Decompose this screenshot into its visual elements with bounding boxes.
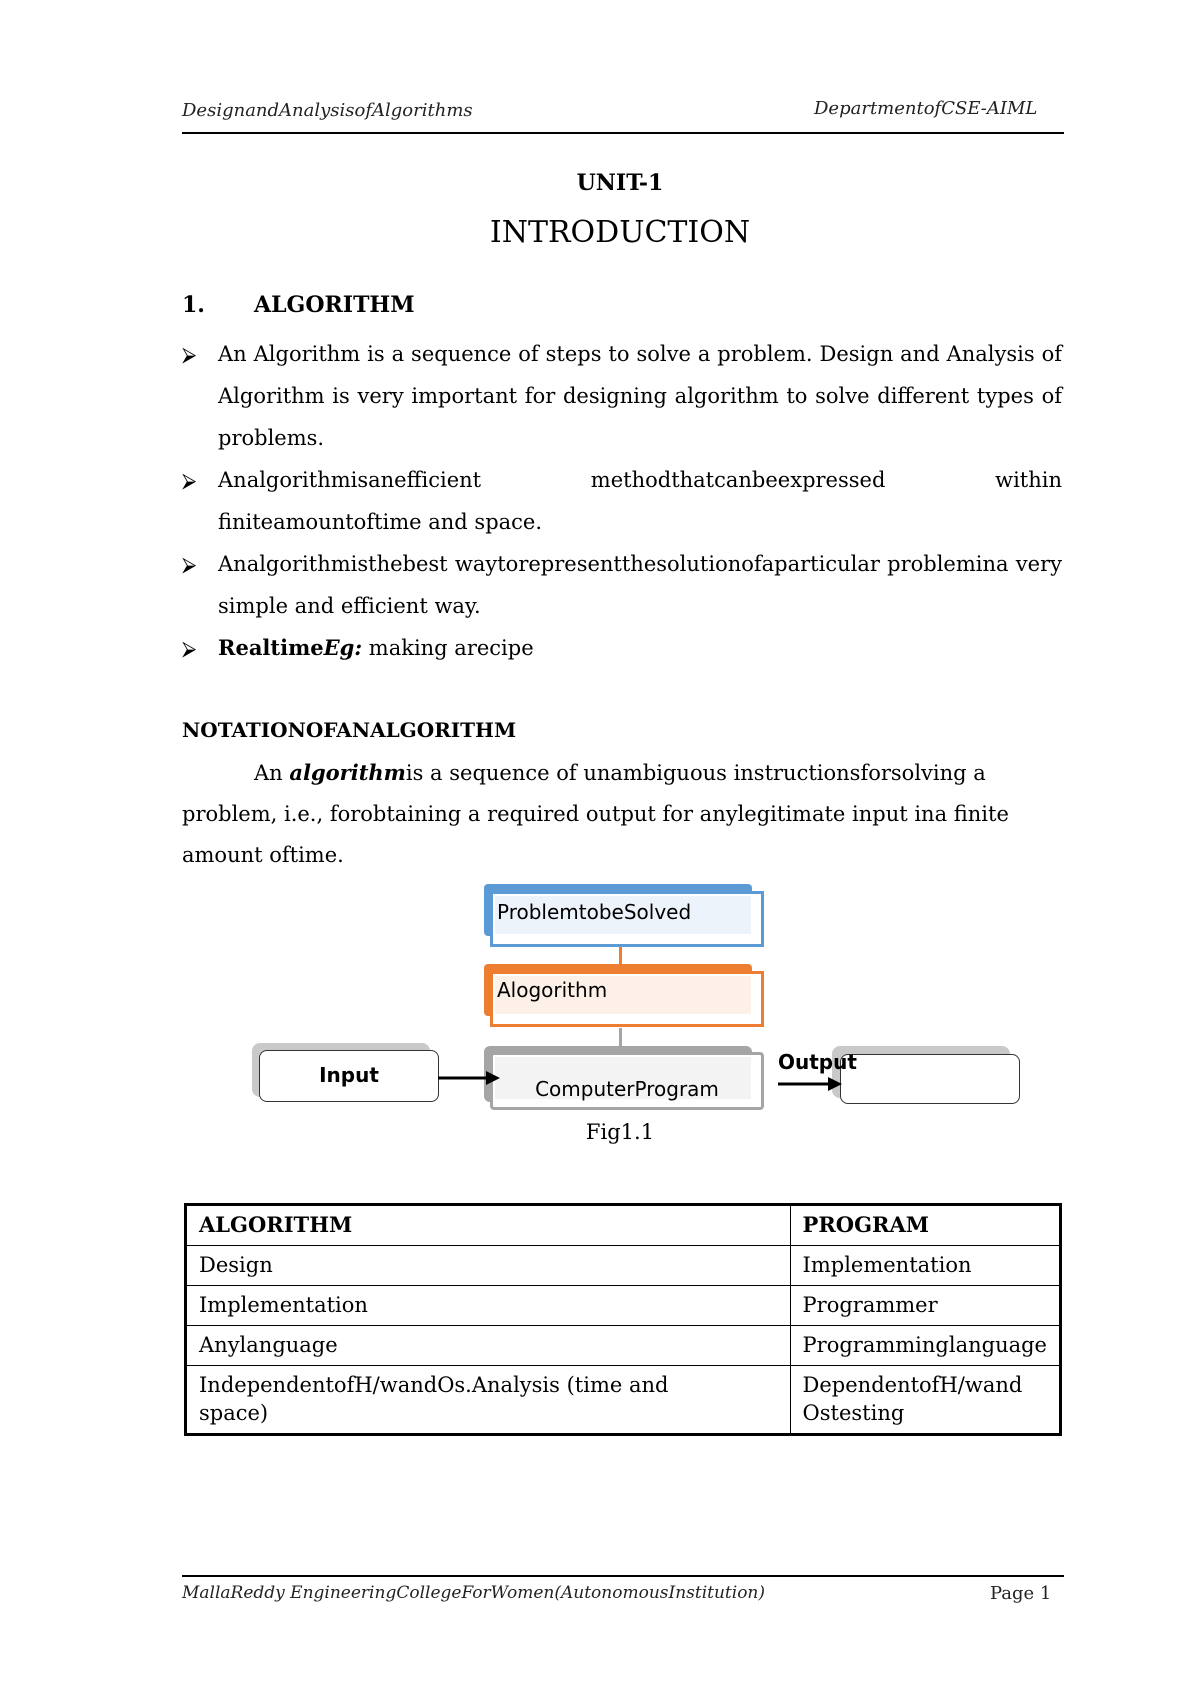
bullet-text: An Algorithm is a sequence of steps to solve a problem. Design and Analysis of Algorithm is very important for designing algorithm to solve different types of problems.	[218, 342, 1062, 450]
table-row	[186, 1326, 1061, 1366]
table-cell: Anylanguage	[186, 1326, 791, 1366]
input-label: Input	[319, 1063, 379, 1087]
footer-rule	[182, 1575, 1064, 1577]
notation-paragraph	[182, 752, 1062, 876]
list-item	[182, 627, 1062, 669]
page-title: INTRODUCTION	[489, 215, 751, 250]
header-cell: ALGORITHM	[186, 1205, 791, 1246]
footer-institution: MallaReddy EngineeringCollegeForWomen(AutonomousInstitution)	[182, 1583, 766, 1603]
bullet-list	[182, 333, 1062, 669]
realtime-eg: Eg:	[323, 635, 363, 660]
unit-label: UNIT-1	[576, 170, 664, 196]
comparison-table	[184, 1203, 1062, 1436]
table-header-row	[186, 1205, 1061, 1246]
section-number: 1.	[182, 292, 205, 318]
notation-heading: NOTATIONOFANALGORITHM	[182, 718, 517, 742]
connector-line	[619, 946, 622, 964]
arrow-bullet-icon: ⮚	[182, 342, 197, 366]
list-item	[182, 333, 1062, 459]
header-department: DepartmentofCSE-AIML	[814, 98, 1038, 119]
realtime-text: making arecipe	[362, 636, 534, 660]
arrow-right-icon	[778, 1074, 842, 1094]
list-item	[182, 459, 1062, 543]
algorithm-label: Alogorithm	[497, 978, 608, 1002]
page-number: Page 1	[990, 1583, 1052, 1604]
notation-keyword: algorithm	[289, 760, 406, 785]
section-heading	[182, 292, 415, 318]
notation-post: is a sequence of unambiguous instructionsforsolving a problem, i.e., forobtaining a required output for anylegitimate input ina finite amount oftime.	[182, 761, 1009, 867]
algorithm-box	[490, 971, 764, 1027]
realtime-label: Realtime	[218, 635, 324, 660]
header-rule	[182, 132, 1064, 134]
program-label: ComputerProgram	[535, 1077, 719, 1101]
problem-label: ProblemtobeSolved	[497, 900, 692, 924]
output-label: Output	[778, 1050, 857, 1074]
table-cell: Design	[186, 1246, 791, 1286]
connector-line	[619, 1028, 622, 1046]
table-cell: IndependentofH/wandOs.Analysis (time and space)	[186, 1366, 791, 1435]
notation-pre: An	[254, 761, 290, 785]
figure-caption: Fig1.1	[585, 1120, 655, 1144]
bullet-text: Analgorithmisthebest waytorepresentthesolutionofaparticular problemina very simple and efficient way.	[218, 552, 1062, 618]
list-item	[182, 543, 1062, 627]
table-row	[186, 1286, 1061, 1326]
arrow-right-icon	[438, 1068, 500, 1088]
table-cell: Implementation	[186, 1286, 791, 1326]
table-cell: Programminglanguage	[790, 1326, 1060, 1366]
table-row	[186, 1246, 1061, 1286]
program-box	[490, 1052, 764, 1110]
bullet-text: Analgorithmisanefficient methodthatcanbeexpressed within finiteamountoftime and space.	[218, 468, 1062, 534]
header-cell: PROGRAM	[790, 1205, 1060, 1246]
input-box	[259, 1050, 439, 1102]
table-cell: DependentofH/wand Ostesting	[790, 1366, 1060, 1435]
table-cell: Implementation	[790, 1246, 1060, 1286]
output-box	[840, 1054, 1020, 1104]
section-title: ALGORITHM	[254, 292, 415, 318]
problem-box	[490, 891, 764, 947]
arrow-bullet-icon: ⮚	[182, 636, 197, 660]
arrow-bullet-icon: ⮚	[182, 468, 197, 492]
header-course-title: DesignandAnalysisofAlgorithms	[182, 100, 473, 121]
arrow-bullet-icon: ⮚	[182, 552, 197, 576]
table-row	[186, 1366, 1061, 1435]
table-cell: Programmer	[790, 1286, 1060, 1326]
